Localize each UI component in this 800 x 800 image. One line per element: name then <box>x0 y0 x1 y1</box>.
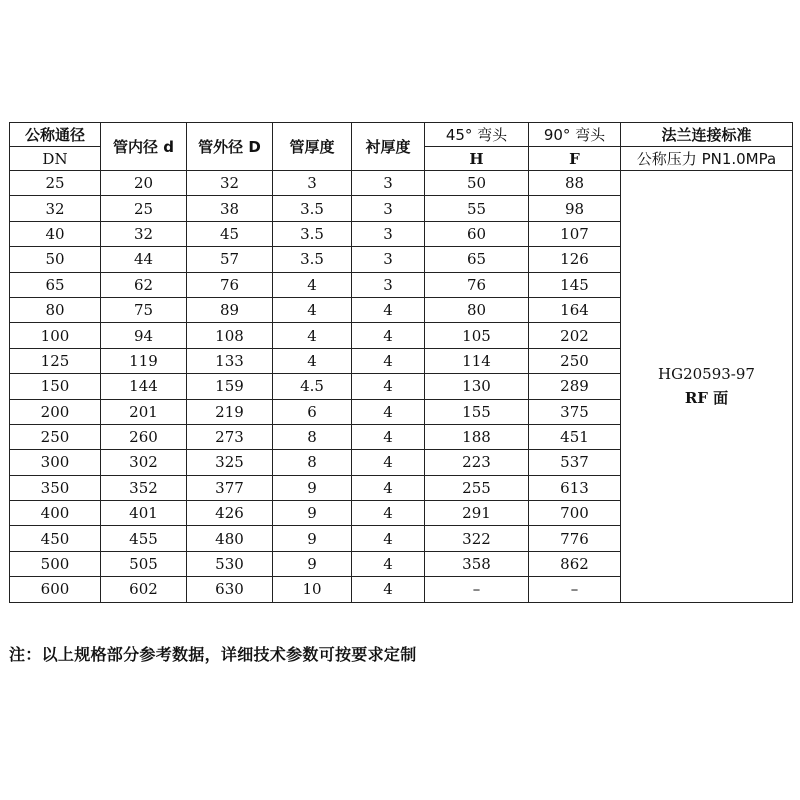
cell-elbow90-f: 776 <box>529 526 621 551</box>
cell-dn: 32 <box>10 196 101 221</box>
cell-elbow90-f: 451 <box>529 424 621 449</box>
cell-inner-diameter: 62 <box>101 272 187 297</box>
cell-lining-thickness: 4 <box>352 399 425 424</box>
cell-dn: 500 <box>10 551 101 576</box>
cell-inner-diameter: 260 <box>101 424 187 449</box>
cell-inner-diameter: 32 <box>101 221 187 246</box>
cell-dn: 150 <box>10 374 101 399</box>
cell-elbow45-h: 130 <box>425 374 529 399</box>
cell-elbow45-h: 55 <box>425 196 529 221</box>
cell-pipe-thickness: 4 <box>273 272 352 297</box>
cell-lining-thickness: 4 <box>352 323 425 348</box>
cell-inner-diameter: 505 <box>101 551 187 576</box>
cell-outer-diameter: 32 <box>187 171 273 196</box>
cell-pipe-thickness: 4 <box>273 297 352 322</box>
cell-elbow45-h: 60 <box>425 221 529 246</box>
header-outer-diameter: 管外径 D <box>187 123 273 171</box>
cell-outer-diameter: 57 <box>187 247 273 272</box>
header-dn <box>10 123 101 147</box>
cell-dn: 100 <box>10 323 101 348</box>
cell-dn: 80 <box>10 297 101 322</box>
cell-lining-thickness: 3 <box>352 196 425 221</box>
cell-inner-diameter: 20 <box>101 171 187 196</box>
cell-pipe-thickness: 9 <box>273 526 352 551</box>
cell-outer-diameter: 159 <box>187 374 273 399</box>
cell-pipe-thickness: 3 <box>273 171 352 196</box>
cell-elbow45-h: 76 <box>425 272 529 297</box>
header-elbow45: 45° 弯头 <box>425 123 529 147</box>
flange-standard-line1: HG20593-97 <box>658 365 755 384</box>
cell-inner-diameter: 602 <box>101 577 187 602</box>
cell-elbow90-f: 537 <box>529 450 621 475</box>
cell-lining-thickness: 4 <box>352 501 425 526</box>
cell-inner-diameter: 352 <box>101 475 187 500</box>
cell-inner-diameter: 201 <box>101 399 187 424</box>
cell-pipe-thickness: 9 <box>273 475 352 500</box>
cell-elbow45-h: 255 <box>425 475 529 500</box>
cell-lining-thickness: 3 <box>352 171 425 196</box>
flange-standard-cell <box>621 171 793 603</box>
cell-outer-diameter: 219 <box>187 399 273 424</box>
cell-lining-thickness: 4 <box>352 475 425 500</box>
cell-inner-diameter: 25 <box>101 196 187 221</box>
cell-lining-thickness: 4 <box>352 577 425 602</box>
cell-elbow90-f: 126 <box>529 247 621 272</box>
cell-outer-diameter: 76 <box>187 272 273 297</box>
cell-pipe-thickness: 8 <box>273 424 352 449</box>
table-header <box>10 123 793 171</box>
cell-elbow45-h: 80 <box>425 297 529 322</box>
cell-pipe-thickness: 6 <box>273 399 352 424</box>
cell-dn: 400 <box>10 501 101 526</box>
cell-outer-diameter: 89 <box>187 297 273 322</box>
header-dn-line1: 公称通径 <box>24 126 85 144</box>
cell-dn: 300 <box>10 450 101 475</box>
cell-pipe-thickness: 4 <box>273 323 352 348</box>
cell-pipe-thickness: 9 <box>273 551 352 576</box>
header-elbow45-sub: H <box>425 147 529 171</box>
cell-lining-thickness: 4 <box>352 424 425 449</box>
cell-pipe-thickness: 4 <box>273 348 352 373</box>
cell-inner-diameter: 75 <box>101 297 187 322</box>
cell-outer-diameter: 108 <box>187 323 273 348</box>
flange-standard-line2: RF 面 <box>684 389 729 408</box>
cell-dn: 40 <box>10 221 101 246</box>
cell-dn: 50 <box>10 247 101 272</box>
cell-dn: 450 <box>10 526 101 551</box>
cell-inner-diameter: 455 <box>101 526 187 551</box>
cell-outer-diameter: 325 <box>187 450 273 475</box>
cell-lining-thickness: 3 <box>352 247 425 272</box>
cell-outer-diameter: 530 <box>187 551 273 576</box>
cell-elbow45-h: 291 <box>425 501 529 526</box>
cell-elbow90-f: 250 <box>529 348 621 373</box>
table-row <box>10 171 793 196</box>
footnote: 注：以上规格部分参考数据，详细技术参数可按要求定制 <box>9 645 417 664</box>
cell-dn: 125 <box>10 348 101 373</box>
header-flange-sub: 公称压力 PN1.0MPa <box>621 147 793 171</box>
cell-lining-thickness: 3 <box>352 221 425 246</box>
cell-dn: 250 <box>10 424 101 449</box>
cell-lining-thickness: 3 <box>352 272 425 297</box>
header-lining-thickness: 衬厚度 <box>352 123 425 171</box>
cell-elbow90-f: 98 <box>529 196 621 221</box>
cell-elbow90-f: 289 <box>529 374 621 399</box>
cell-elbow90-f: 613 <box>529 475 621 500</box>
cell-outer-diameter: 38 <box>187 196 273 221</box>
cell-inner-diameter: 44 <box>101 247 187 272</box>
cell-dn: 600 <box>10 577 101 602</box>
cell-pipe-thickness: 3.5 <box>273 247 352 272</box>
cell-elbow45-h: – <box>425 577 529 602</box>
cell-elbow90-f: – <box>529 577 621 602</box>
cell-inner-diameter: 302 <box>101 450 187 475</box>
cell-inner-diameter: 144 <box>101 374 187 399</box>
cell-pipe-thickness: 8 <box>273 450 352 475</box>
cell-dn: 350 <box>10 475 101 500</box>
cell-lining-thickness: 4 <box>352 297 425 322</box>
cell-elbow45-h: 188 <box>425 424 529 449</box>
cell-lining-thickness: 4 <box>352 526 425 551</box>
header-inner-diameter: 管内径 d <box>101 123 187 171</box>
cell-pipe-thickness: 3.5 <box>273 196 352 221</box>
cell-elbow45-h: 105 <box>425 323 529 348</box>
cell-inner-diameter: 401 <box>101 501 187 526</box>
cell-elbow45-h: 114 <box>425 348 529 373</box>
cell-inner-diameter: 94 <box>101 323 187 348</box>
cell-elbow90-f: 88 <box>529 171 621 196</box>
cell-dn: 200 <box>10 399 101 424</box>
cell-outer-diameter: 377 <box>187 475 273 500</box>
cell-outer-diameter: 426 <box>187 501 273 526</box>
cell-elbow45-h: 65 <box>425 247 529 272</box>
cell-pipe-thickness: 9 <box>273 501 352 526</box>
cell-lining-thickness: 4 <box>352 551 425 576</box>
cell-outer-diameter: 45 <box>187 221 273 246</box>
cell-elbow45-h: 358 <box>425 551 529 576</box>
cell-dn: 65 <box>10 272 101 297</box>
cell-elbow90-f: 862 <box>529 551 621 576</box>
cell-lining-thickness: 4 <box>352 450 425 475</box>
cell-outer-diameter: 630 <box>187 577 273 602</box>
cell-inner-diameter: 119 <box>101 348 187 373</box>
cell-outer-diameter: 133 <box>187 348 273 373</box>
cell-elbow90-f: 145 <box>529 272 621 297</box>
cell-pipe-thickness: 10 <box>273 577 352 602</box>
cell-dn: 25 <box>10 171 101 196</box>
cell-outer-diameter: 480 <box>187 526 273 551</box>
header-flange: 法兰连接标准 <box>621 123 793 147</box>
header-pipe-thickness: 管厚度 <box>273 123 352 171</box>
header-dn-line2: DN <box>10 147 101 171</box>
cell-elbow90-f: 107 <box>529 221 621 246</box>
table-body <box>10 171 793 603</box>
cell-elbow45-h: 155 <box>425 399 529 424</box>
cell-elbow90-f: 700 <box>529 501 621 526</box>
spec-table <box>9 122 793 603</box>
header-elbow90-sub: F <box>529 147 621 171</box>
header-elbow90: 90° 弯头 <box>529 123 621 147</box>
cell-outer-diameter: 273 <box>187 424 273 449</box>
cell-elbow45-h: 223 <box>425 450 529 475</box>
cell-lining-thickness: 4 <box>352 374 425 399</box>
cell-lining-thickness: 4 <box>352 348 425 373</box>
cell-pipe-thickness: 3.5 <box>273 221 352 246</box>
cell-elbow45-h: 50 <box>425 171 529 196</box>
cell-elbow90-f: 202 <box>529 323 621 348</box>
cell-elbow90-f: 375 <box>529 399 621 424</box>
cell-elbow90-f: 164 <box>529 297 621 322</box>
cell-pipe-thickness: 4.5 <box>273 374 352 399</box>
cell-elbow45-h: 322 <box>425 526 529 551</box>
